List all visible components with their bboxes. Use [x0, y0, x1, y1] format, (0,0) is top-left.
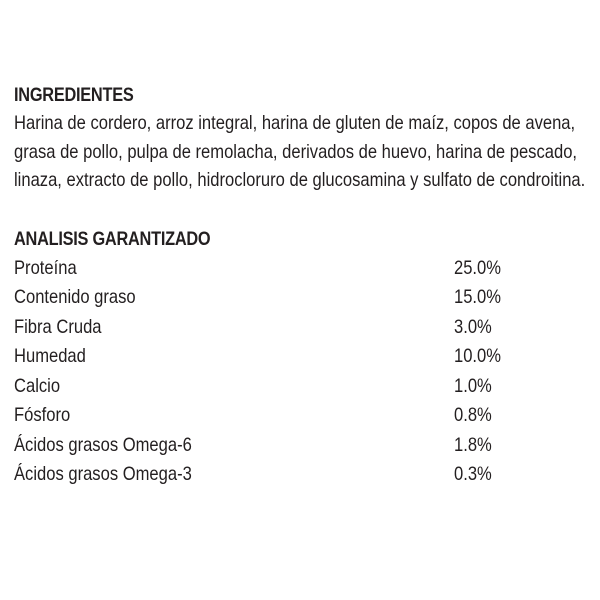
nutrient-value: 3.0% [454, 315, 492, 338]
nutrient-name: Contenido graso [14, 286, 136, 308]
analysis-row [14, 342, 594, 372]
nutrient-value: 1.8% [454, 433, 492, 456]
nutrient-name: Fósforo [14, 404, 71, 426]
nutrient-name: Humedad [14, 345, 86, 367]
guaranteed-analysis-section [14, 228, 594, 490]
analysis-row [14, 431, 594, 461]
nutrient-value: 15.0% [454, 286, 502, 308]
nutrition-label [14, 84, 594, 490]
nutrient-name: Ácidos grasos Omega-3 [14, 463, 192, 485]
analysis-row [14, 372, 594, 402]
analysis-row [14, 401, 594, 431]
analysis-row [14, 460, 594, 490]
nutrient-name: Proteína [14, 256, 77, 279]
ingredients-section [14, 84, 594, 195]
ingredients-title: INGREDIENTES [14, 85, 134, 106]
guaranteed-analysis-title: ANALISIS GARANTIZADO [14, 228, 211, 250]
analysis-row [14, 254, 594, 284]
nutrient-value: 10.0% [454, 345, 502, 367]
nutrient-name: Calcio [14, 374, 61, 397]
ingredients-list: Harina de cordero, arroz integral, harina de gluten de maíz, copos de avena, grasa de pollo, pulpa de remolacha, derivados de huevo, harina de pescado, linaza, extracto de pollo, hidrocloruro de glucosamina y sulfato de condroitina. [14, 112, 586, 191]
nutrient-name: Fibra Cruda [14, 315, 102, 338]
nutrient-value: 1.0% [454, 374, 492, 397]
nutrient-name: Ácidos grasos Omega-6 [14, 433, 192, 456]
analysis-row [14, 283, 594, 313]
analysis-row [14, 313, 594, 343]
guaranteed-analysis-table [14, 254, 594, 490]
nutrient-value: 0.3% [454, 463, 492, 485]
nutrient-value: 25.0% [454, 256, 502, 279]
nutrient-value: 0.8% [454, 404, 492, 426]
